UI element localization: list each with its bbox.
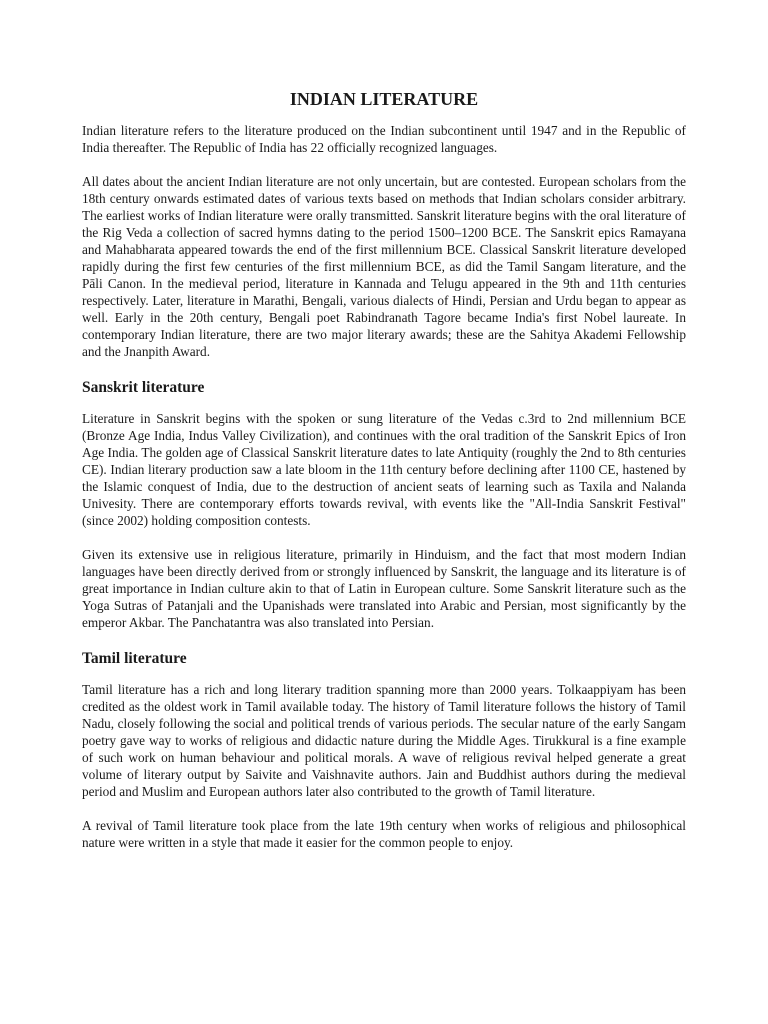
intro-paragraph-1: Indian literature refers to the literature produced on the Indian subcontinent until 1947 and in the Republic of India thereafter. The Republic of India has 22 officially recognized languages. bbox=[82, 123, 686, 155]
tamil-paragraph-2: A revival of Tamil literature took place from the late 19th century when works of religious and philosophical nature were written in a style that made it easier for the common people to enjoy. bbox=[82, 818, 686, 850]
intro-paragraph-2: All dates about the ancient Indian literature are not only uncertain, but are contested. European scholars from the 18th century onwards estimated dates of various texts based on methods that Indian scholars consider arbitrary. The earliest works of Indian literature were orally transmitted. Sanskrit literature begins with the oral literature of the Rig Veda a collection of sacred hymns dating to the period 1500–1200 BCE. The Sanskrit epics Ramayana and Mahabharata appeared towards the end of the first millennium BCE. Classical Sanskrit literature developed rapidly during the first few centuries of the first millennium BCE, as did the Tamil Sangam literature, and the Pāli Canon. In the medieval period, literature in Kannada and Telugu appeared in the 9th and 11th centuries respectively. Later, literature in Marathi, Bengali, various dialects of Hindi, Persian and Urdu began to appear as well. Early in the 20th century, Bengali poet Rabindranath Tagore became India's first Nobel laureate. In contemporary Indian literature, there are two major literary awards; these are the Sahitya Akademi Fellowship and the Jnanpith Award. bbox=[82, 174, 686, 359]
document-title: INDIAN LITERATURE bbox=[289, 89, 479, 109]
sanskrit-paragraph-2: Given its extensive use in religious literature, primarily in Hinduism, and the fact that most modern Indian languages have been directly derived from or strongly influenced by Sanskrit, the language and its literature is of great importance in Indian culture akin to that of Latin in European culture. Some Sanskrit literature such as the Yoga Sutras of Patanjali and the Upanishads were translated into Arabic and Persian, most significantly by the emperor Akbar. The Panchatantra was also translated into Persian. bbox=[82, 547, 686, 630]
sanskrit-paragraph-1: Literature in Sanskrit begins with the spoken or sung literature of the Vedas c.3rd to 2nd millennium BCE (Bronze Age India, Indus Valley Civilization), and continues with the oral tradition of the Sanskrit Epics of Iron Age India. The golden age of Classical Sanskrit literature dates to late Antiquity (roughly the 2nd to 8th centuries CE). Indian literary production saw a late bloom in the 11th century before declining after 1100 CE, hastened by the Islamic conquest of India, due to the destruction of ancient seats of learning such as Taxila and Nalanda Univesity. There are contemporary efforts towards revival, with events like the "All-India Sanskrit Festival" (since 2002) holding composition contests. bbox=[82, 411, 686, 528]
tamil-paragraph-1: Tamil literature has a rich and long literary tradition spanning more than 2000 years. Tolkaappiyam has been credited as the oldest work in Tamil available today. The history of Tamil literature follows the history of Tamil Nadu, closely following the social and political trends of various periods. The secular nature of the early Sangam poetry gave way to works of religious and didactic nature during the Middle Ages. Tirukkural is a fine example of such work on human behaviour and political morals. A wave of religious revival helped generate a great volume of literary output by Saivite and Vaishnavite authors. Jain and Buddhist authors during the medieval period and Muslim and European authors later also contributed to the growth of Tamil literature. bbox=[82, 682, 686, 799]
section-sanskrit bbox=[82, 377, 686, 631]
section-heading-tamil: Tamil literature bbox=[82, 650, 187, 667]
section-heading-sanskrit: Sanskrit literature bbox=[82, 379, 205, 396]
section-tamil bbox=[82, 648, 686, 851]
document-page bbox=[82, 86, 686, 868]
